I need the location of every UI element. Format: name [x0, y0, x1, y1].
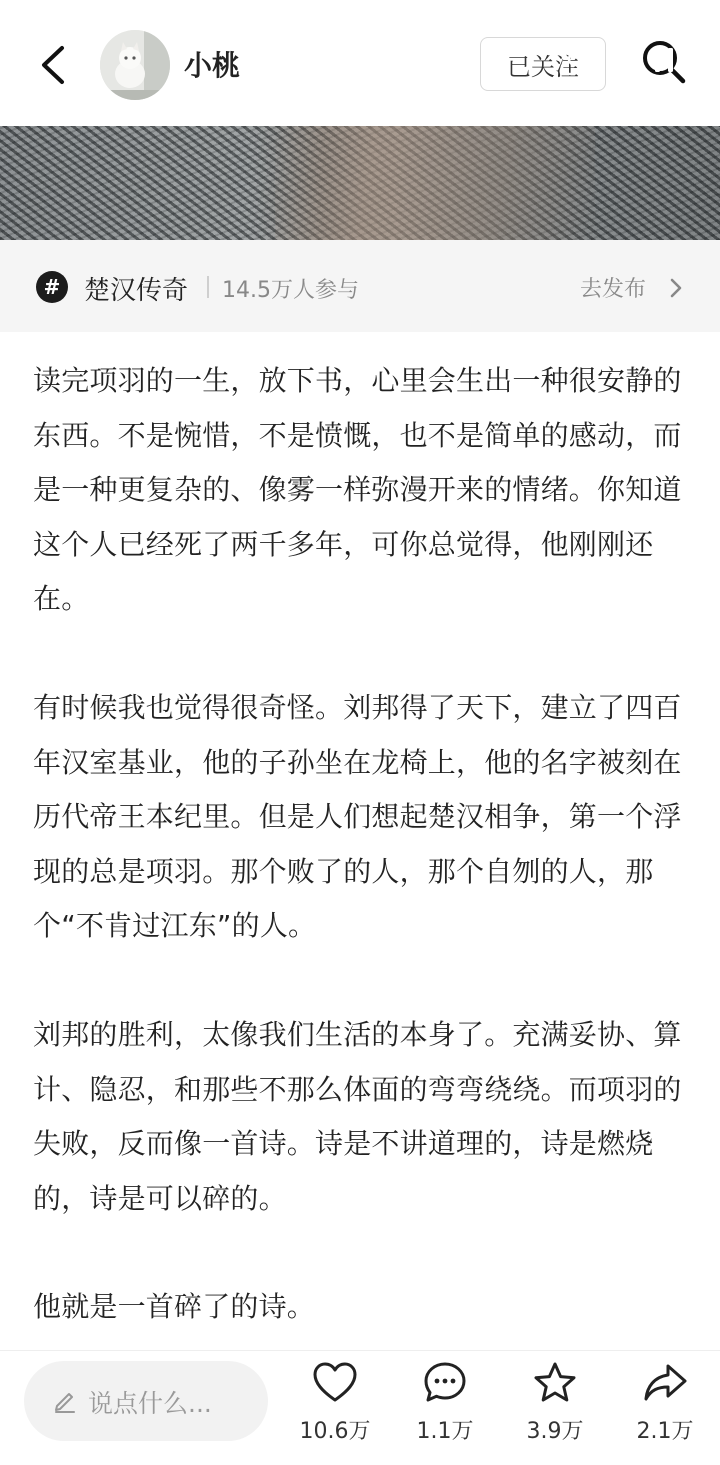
image-scan-button[interactable]: [558, 42, 594, 78]
scan-icon: [558, 42, 594, 78]
comment-placeholder[interactable]: 说点什么...: [88, 1389, 212, 1418]
like-count: 10.6万: [299, 1419, 371, 1444]
image-texture: [275, 126, 595, 240]
topic-participants: 14.5万人参与: [222, 278, 359, 303]
post-paragraph: 有时候我也觉得很奇怪。刘邦得了天下，建立了四百年汉室基业，他的子孙坐在龙椅上，他的名字被刻在历代帝王本纪里。但是人们想起楚汉相争，第一个浮现的总是项羽。那个败了的人，那个自刎的人，那个“不肯过江东”的人。: [33, 690, 682, 943]
author-avatar[interactable]: [100, 30, 170, 100]
post-image[interactable]: [0, 126, 720, 240]
comment-icon: [422, 1360, 468, 1406]
favorite-button[interactable]: [510, 1360, 600, 1450]
pencil-icon: [52, 1388, 78, 1414]
topic-divider: [207, 276, 209, 298]
comment-button[interactable]: [400, 1360, 490, 1450]
post-paragraph: 他就是一首碎了的诗。: [33, 1290, 316, 1324]
like-button[interactable]: [290, 1360, 380, 1450]
chevron-right-icon[interactable]: [666, 276, 686, 300]
post-paragraph: 读完项羽的一生，放下书，心里会生出一种很安静的东西。不是惋惜，不是愤慨，也不是简单的感动，而是一种更复杂的、像雾一样弥漫开来的情绪。你知道这个人已经死了两千多年，可你总觉得，他刚刚还在。: [33, 364, 682, 616]
topic-name[interactable]: 楚汉传奇: [84, 276, 189, 306]
hashtag-icon: #: [36, 271, 68, 303]
share-button[interactable]: [620, 1360, 710, 1450]
top-nav-bar: [0, 0, 720, 126]
post-paragraph: 刘邦的胜利，太像我们生活的本身了。充满妥协、算计、隐忍，和那些不那么体面的弯弯绕绕。而项羽的失败，反而像一首诗。诗是不讲道理的，诗是燃烧的，诗是可以碎的。: [33, 1017, 682, 1215]
pause-button[interactable]: [646, 42, 682, 78]
author-name[interactable]: 小桃: [184, 49, 241, 82]
favorite-count: 3.9万: [526, 1419, 584, 1444]
chevron-left-icon: [30, 40, 80, 90]
comment-count: 1.1万: [416, 1419, 474, 1444]
follow-button[interactable]: 已关注: [480, 37, 606, 91]
post-body: [33, 354, 683, 1350]
pause-icon: [646, 42, 682, 78]
share-icon: [642, 1360, 688, 1406]
star-icon: [532, 1360, 578, 1406]
back-button[interactable]: [30, 40, 80, 90]
cat-avatar-image: [100, 30, 170, 100]
heart-icon: [312, 1360, 358, 1406]
share-count: 2.1万: [636, 1419, 694, 1444]
go-publish-link[interactable]: 去发布: [580, 277, 647, 302]
